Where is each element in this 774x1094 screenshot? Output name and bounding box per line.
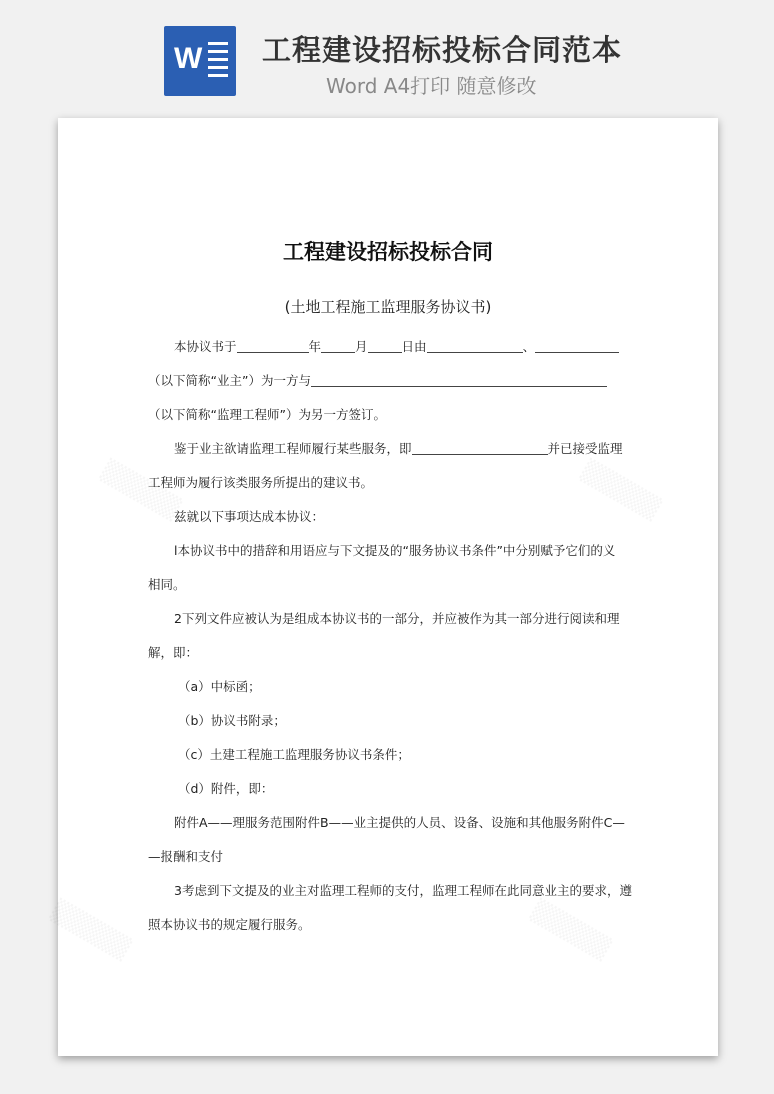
word-icon: [164, 26, 236, 96]
list-item: （b）协议书附录；: [178, 713, 286, 728]
paragraph-date-line: 本协议书于 年 月 日由 、: [148, 330, 644, 364]
paragraph-proposal: 工程师为履行该类服务所提出的建议书。: [148, 475, 374, 490]
paragraph-clause-1: l本协议书中的措辞和用语应与下文提及的“服务协议书条件”中分别赋予它们的义: [174, 543, 616, 558]
paragraph-clause-2-cont: 解，即：: [148, 645, 199, 660]
list-item: （c）土建工程施工监理服务协议书条件；: [178, 747, 410, 762]
document-title: 工程建设招标投标合同: [283, 240, 493, 264]
paragraph-services: 鉴于业主欲请监理工程师履行某些服务，即 并已接受监理: [174, 441, 623, 456]
paragraph-clause-2: 2下列文件应被认为是组成本协议书的一部分，并应被作为其一部分进行阅读和理: [174, 611, 620, 626]
banner-title: 工程建设招标投标合同范本: [262, 33, 623, 67]
list-item: （d）附件，即：: [178, 781, 274, 796]
paragraph-clause-3-cont: 照本协议书的规定履行服务。: [148, 917, 311, 932]
list-item: （a）中标函；: [178, 679, 261, 694]
document-subtitle: (土地工程施工监理服务协议书): [284, 298, 492, 316]
paragraph-clause-1-cont: 相同。: [148, 577, 186, 592]
paragraph-agreement: 兹就以下事项达成本协议：: [174, 509, 325, 524]
document-page: [58, 118, 718, 1056]
word-logo-letter: W: [174, 42, 203, 75]
paragraph-party-b: （以下简称“监理工程师”）为另一方签订。: [148, 407, 386, 422]
header-banner: [0, 0, 774, 112]
paragraph-clause-3: 3考虑到下文提及的业主对监理工程师的支付，监理工程师在此同意业主的要求，遵: [174, 883, 632, 898]
banner-subtitle: Word A4打印 随意修改: [326, 74, 537, 98]
paragraph-attachments-cont: —报酬和支付: [148, 849, 224, 864]
paragraph-attachments: 附件A——理服务范围附件B——业主提供的人员、设备、设施和其他服务附件C—: [174, 815, 625, 830]
paragraph-party-a: （以下简称“业主”）为一方与: [148, 364, 618, 398]
